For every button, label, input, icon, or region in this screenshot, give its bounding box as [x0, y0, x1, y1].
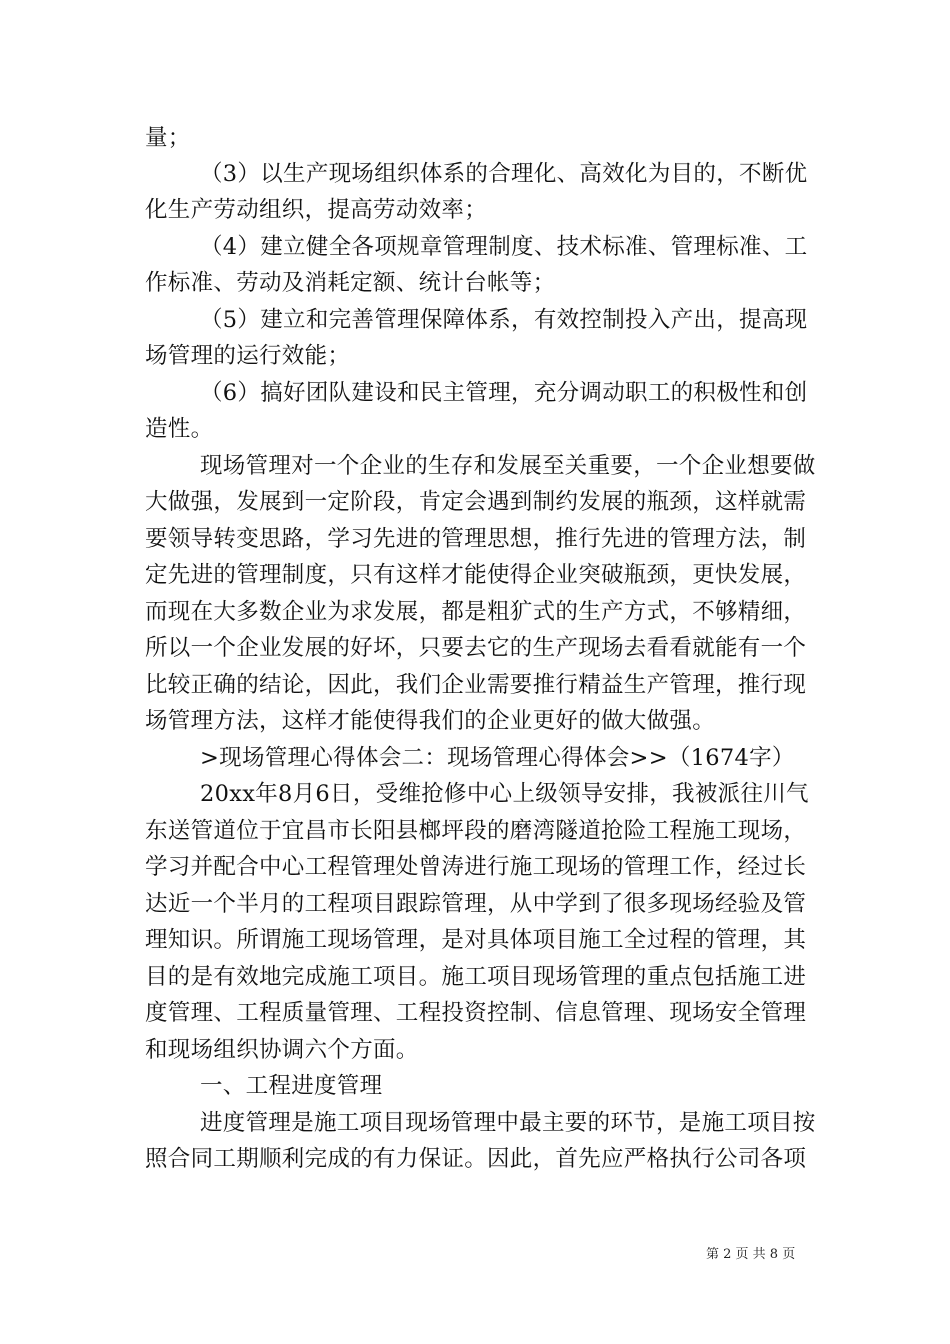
section-link: >现场管理心得体会二：现场管理心得体会>>（1674字）	[200, 745, 795, 771]
text-line: 度管理、工程质量管理、工程投资控制、信息管理、现场安全管理	[145, 1000, 807, 1026]
text-line: （5）建立和完善管理保障体系，有效控制投入产出，提高现	[200, 307, 808, 333]
text-line: 大做强，发展到一定阶段，肯定会遇到制约发展的瓶颈，这样就需	[145, 489, 807, 515]
text-line: 目的是有效地完成施工项目。施工项目现场管理的重点包括施工进	[145, 964, 807, 990]
text-line: 所以一个企业发展的好坏，只要去它的生产现场去看看就能有一个	[145, 635, 807, 661]
section-heading: 一、工程进度管理	[200, 1073, 383, 1099]
text-line: 达近一个半月的工程项目跟踪管理，从中学到了很多现场经验及管	[145, 891, 807, 917]
text-line: 作标准、劳动及消耗定额、统计台帐等；	[145, 270, 556, 296]
text-line: 造性。	[145, 416, 214, 442]
text-line: 20xx年8月6日，受维抢修中心上级领导安排，我被派往川气	[200, 781, 809, 807]
text-line: （6）搞好团队建设和民主管理，充分调动职工的积极性和创	[200, 380, 808, 406]
page-number: 第 2 页 共 8 页	[706, 1247, 796, 1262]
text-line: （3）以生产现场组织体系的合理化、高效化为目的，不断优	[200, 161, 808, 187]
text-line: 要领导转变思路，学习先进的管理思想，推行先进的管理方法，制	[145, 526, 807, 552]
text-line: 和现场组织协调六个方面。	[145, 1037, 419, 1063]
text-line: 定先进的管理制度，只有这样才能使得企业突破瓶颈，更快发展，	[145, 562, 807, 588]
text-line: 场管理的运行效能；	[145, 343, 351, 369]
text-line: 学习并配合中心工程管理处曾涛进行施工现场的管理工作，经过长	[145, 854, 807, 880]
text-line: 量；	[145, 125, 191, 151]
text-line: 化生产劳动组织，提高劳动效率；	[145, 197, 488, 223]
text-line: 现场管理对一个企业的生存和发展至关重要，一个企业想要做	[200, 453, 816, 479]
text-line: 而现在大多数企业为求发展，都是粗犷式的生产方式，不够精细，	[145, 599, 807, 625]
text-line: 东送管道位于宜昌市长阳县榔坪段的磨湾隧道抢险工程施工现场，	[145, 818, 807, 844]
text-line: 比较正确的结论，因此，我们企业需要推行精益生产管理，推行现	[145, 672, 807, 698]
text-line: 进度管理是施工项目现场管理中最主要的环节，是施工项目按	[200, 1110, 816, 1136]
text-line: 照合同工期顺利完成的有力保证。因此，首先应严格执行公司各项	[145, 1146, 807, 1172]
text-line: （4）建立健全各项规章管理制度、技术标准、管理标准、工	[200, 234, 808, 260]
text-line: 场管理方法，这样才能使得我们的企业更好的做大做强。	[145, 708, 716, 734]
text-line: 理知识。所谓施工现场管理，是对具体项目施工全过程的管理，其	[145, 927, 807, 953]
